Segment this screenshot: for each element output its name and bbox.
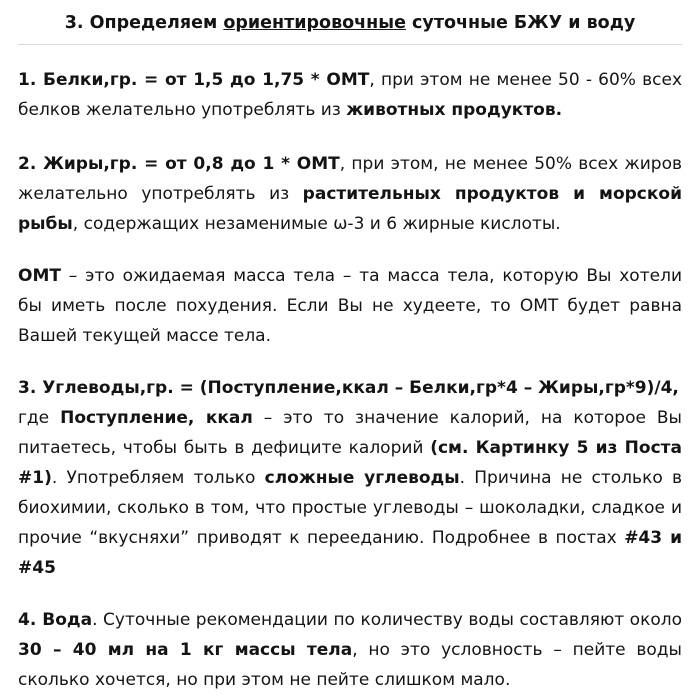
fat-paragraph (18, 149, 682, 239)
carbs-posts: #43 и #45 (18, 528, 682, 578)
protein-formula: 1. Белки,гр. = от 1,5 до 1,75 * ОМТ (18, 70, 370, 90)
fat-text: , при этом, не менее 50% всех жиров желательно употреблять из (18, 154, 682, 204)
fat-source: растительных продуктов и морской рыбы (18, 184, 682, 234)
omt-definition: – это ожидаемая масса тела – та масса тела, которую Вы хотели бы иметь после похудения. Если Вы не худеете, то ОМТ будет равна Вашей текущей массе тела. (18, 266, 682, 346)
fat-formula: 2. Жиры,гр. = от 0,8 до 1 * ОМТ (18, 154, 340, 174)
protein-text: , при этом не менее 50 - 60% всех белков желательно употреблять из (18, 70, 682, 120)
water-label: 4. Вода (18, 610, 93, 630)
water-amount: 30 – 40 мл на 1 кг массы тела (18, 640, 353, 660)
title-underlined-word: ориентировочные (223, 13, 406, 33)
page-title (18, 0, 682, 34)
fat-text-tail: , содержащих незаменимые ω-3 и 6 жирные кислоты. (72, 214, 561, 234)
carbs-intake-term: Поступление, ккал (60, 408, 253, 428)
omt-paragraph (18, 261, 682, 351)
title-suffix: суточные БЖУ и воду (405, 13, 636, 33)
title-prefix: 3. Определяем (64, 13, 224, 33)
protein-source: животных продуктов. (346, 100, 563, 120)
carbs-text-2: . Употребляем только (51, 468, 265, 488)
protein-paragraph (18, 65, 682, 125)
carbs-formula: 3. Углеводы,гр. = (Поступление,ккал – Белки,гр*4 – Жиры,гр*9)/4, (18, 378, 679, 398)
carbs-where: где (18, 408, 61, 428)
omt-term: ОМТ (18, 266, 61, 286)
title-divider (18, 44, 682, 45)
water-text: . Суточные рекомендации по количеству воды составляют около (92, 610, 683, 630)
carbs-complex: сложные углеводы (264, 468, 460, 488)
carbs-text-3: . Причина не столько в биохимии, сколько в том, что простые углеводы – шоколадки, сладкое и прочие “вкусняхи” приводят к переeданию. Подробнее в постах (18, 468, 682, 548)
carbs-paragraph (18, 373, 682, 583)
carbs-reference: (см. Картинку 5 из Поста #1) (18, 438, 682, 488)
carbs-text: – это то значение калорий, на которое Вы питаетесь, чтобы быть в дефиците калорий (18, 408, 682, 458)
water-paragraph (18, 605, 682, 695)
water-text-tail: , но это условность – пейте воды сколько хочется, но при этом не пейте слишком мало. (18, 640, 682, 690)
